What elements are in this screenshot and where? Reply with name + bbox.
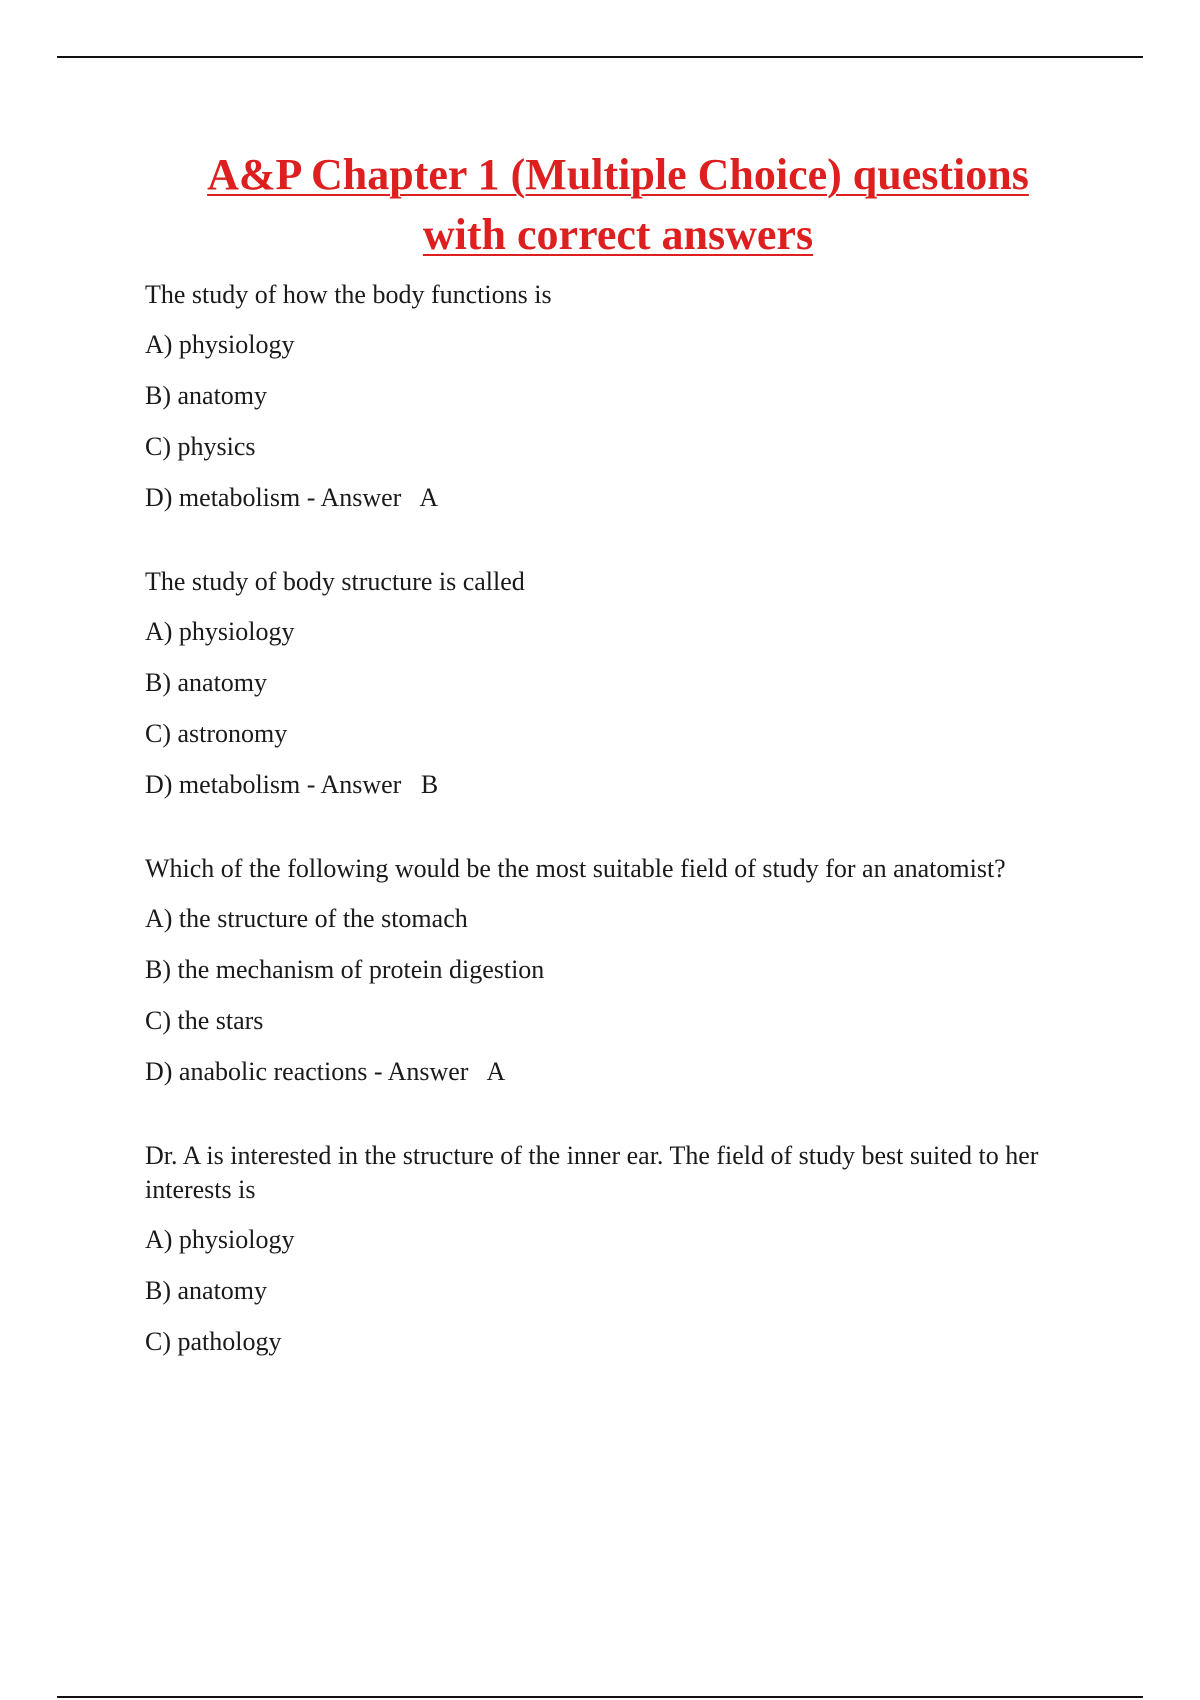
top-rule (57, 56, 1143, 58)
question-1 (145, 278, 1085, 515)
option-c: C) the stars (145, 1006, 264, 1035)
option-a: A) physiology (145, 617, 295, 646)
page-title-line-1: A&P Chapter 1 (Multiple Choice) questions (207, 150, 1029, 199)
question-4 (145, 1139, 1085, 1359)
question-3 (145, 852, 1085, 1089)
option-b: B) anatomy (145, 1276, 268, 1305)
option-b: B) anatomy (145, 668, 268, 697)
option-b: B) anatomy (145, 381, 268, 410)
option-c: C) pathology (145, 1327, 282, 1356)
question-text: Dr. A is interested in the structure of the inner ear. The field of study best suited to her interests is (145, 1141, 1039, 1204)
question-text: The study of body structure is called (145, 567, 525, 596)
option-c: C) physics (145, 432, 256, 461)
question-text: The study of how the body functions is (145, 280, 552, 309)
page-title-line-2: with correct answers (422, 210, 814, 259)
option-a: A) physiology (145, 1225, 295, 1254)
option-d-with-answer: D) metabolism - Answer B (145, 770, 439, 799)
option-d-with-answer: D) anabolic reactions - Answer A (145, 1057, 506, 1086)
option-b: B) the mechanism of protein digestion (145, 955, 545, 984)
question-text: Which of the following would be the most suitable field of study for an anatomist? (145, 854, 1006, 883)
page-title (120, 145, 1116, 265)
option-a: A) physiology (145, 330, 295, 359)
question-list (145, 278, 1085, 1409)
option-a: A) the structure of the stomach (145, 904, 468, 933)
option-c: C) astronomy (145, 719, 288, 748)
question-2 (145, 565, 1085, 802)
bottom-rule (57, 1696, 1143, 1698)
option-d-with-answer: D) metabolism - Answer A (145, 483, 439, 512)
